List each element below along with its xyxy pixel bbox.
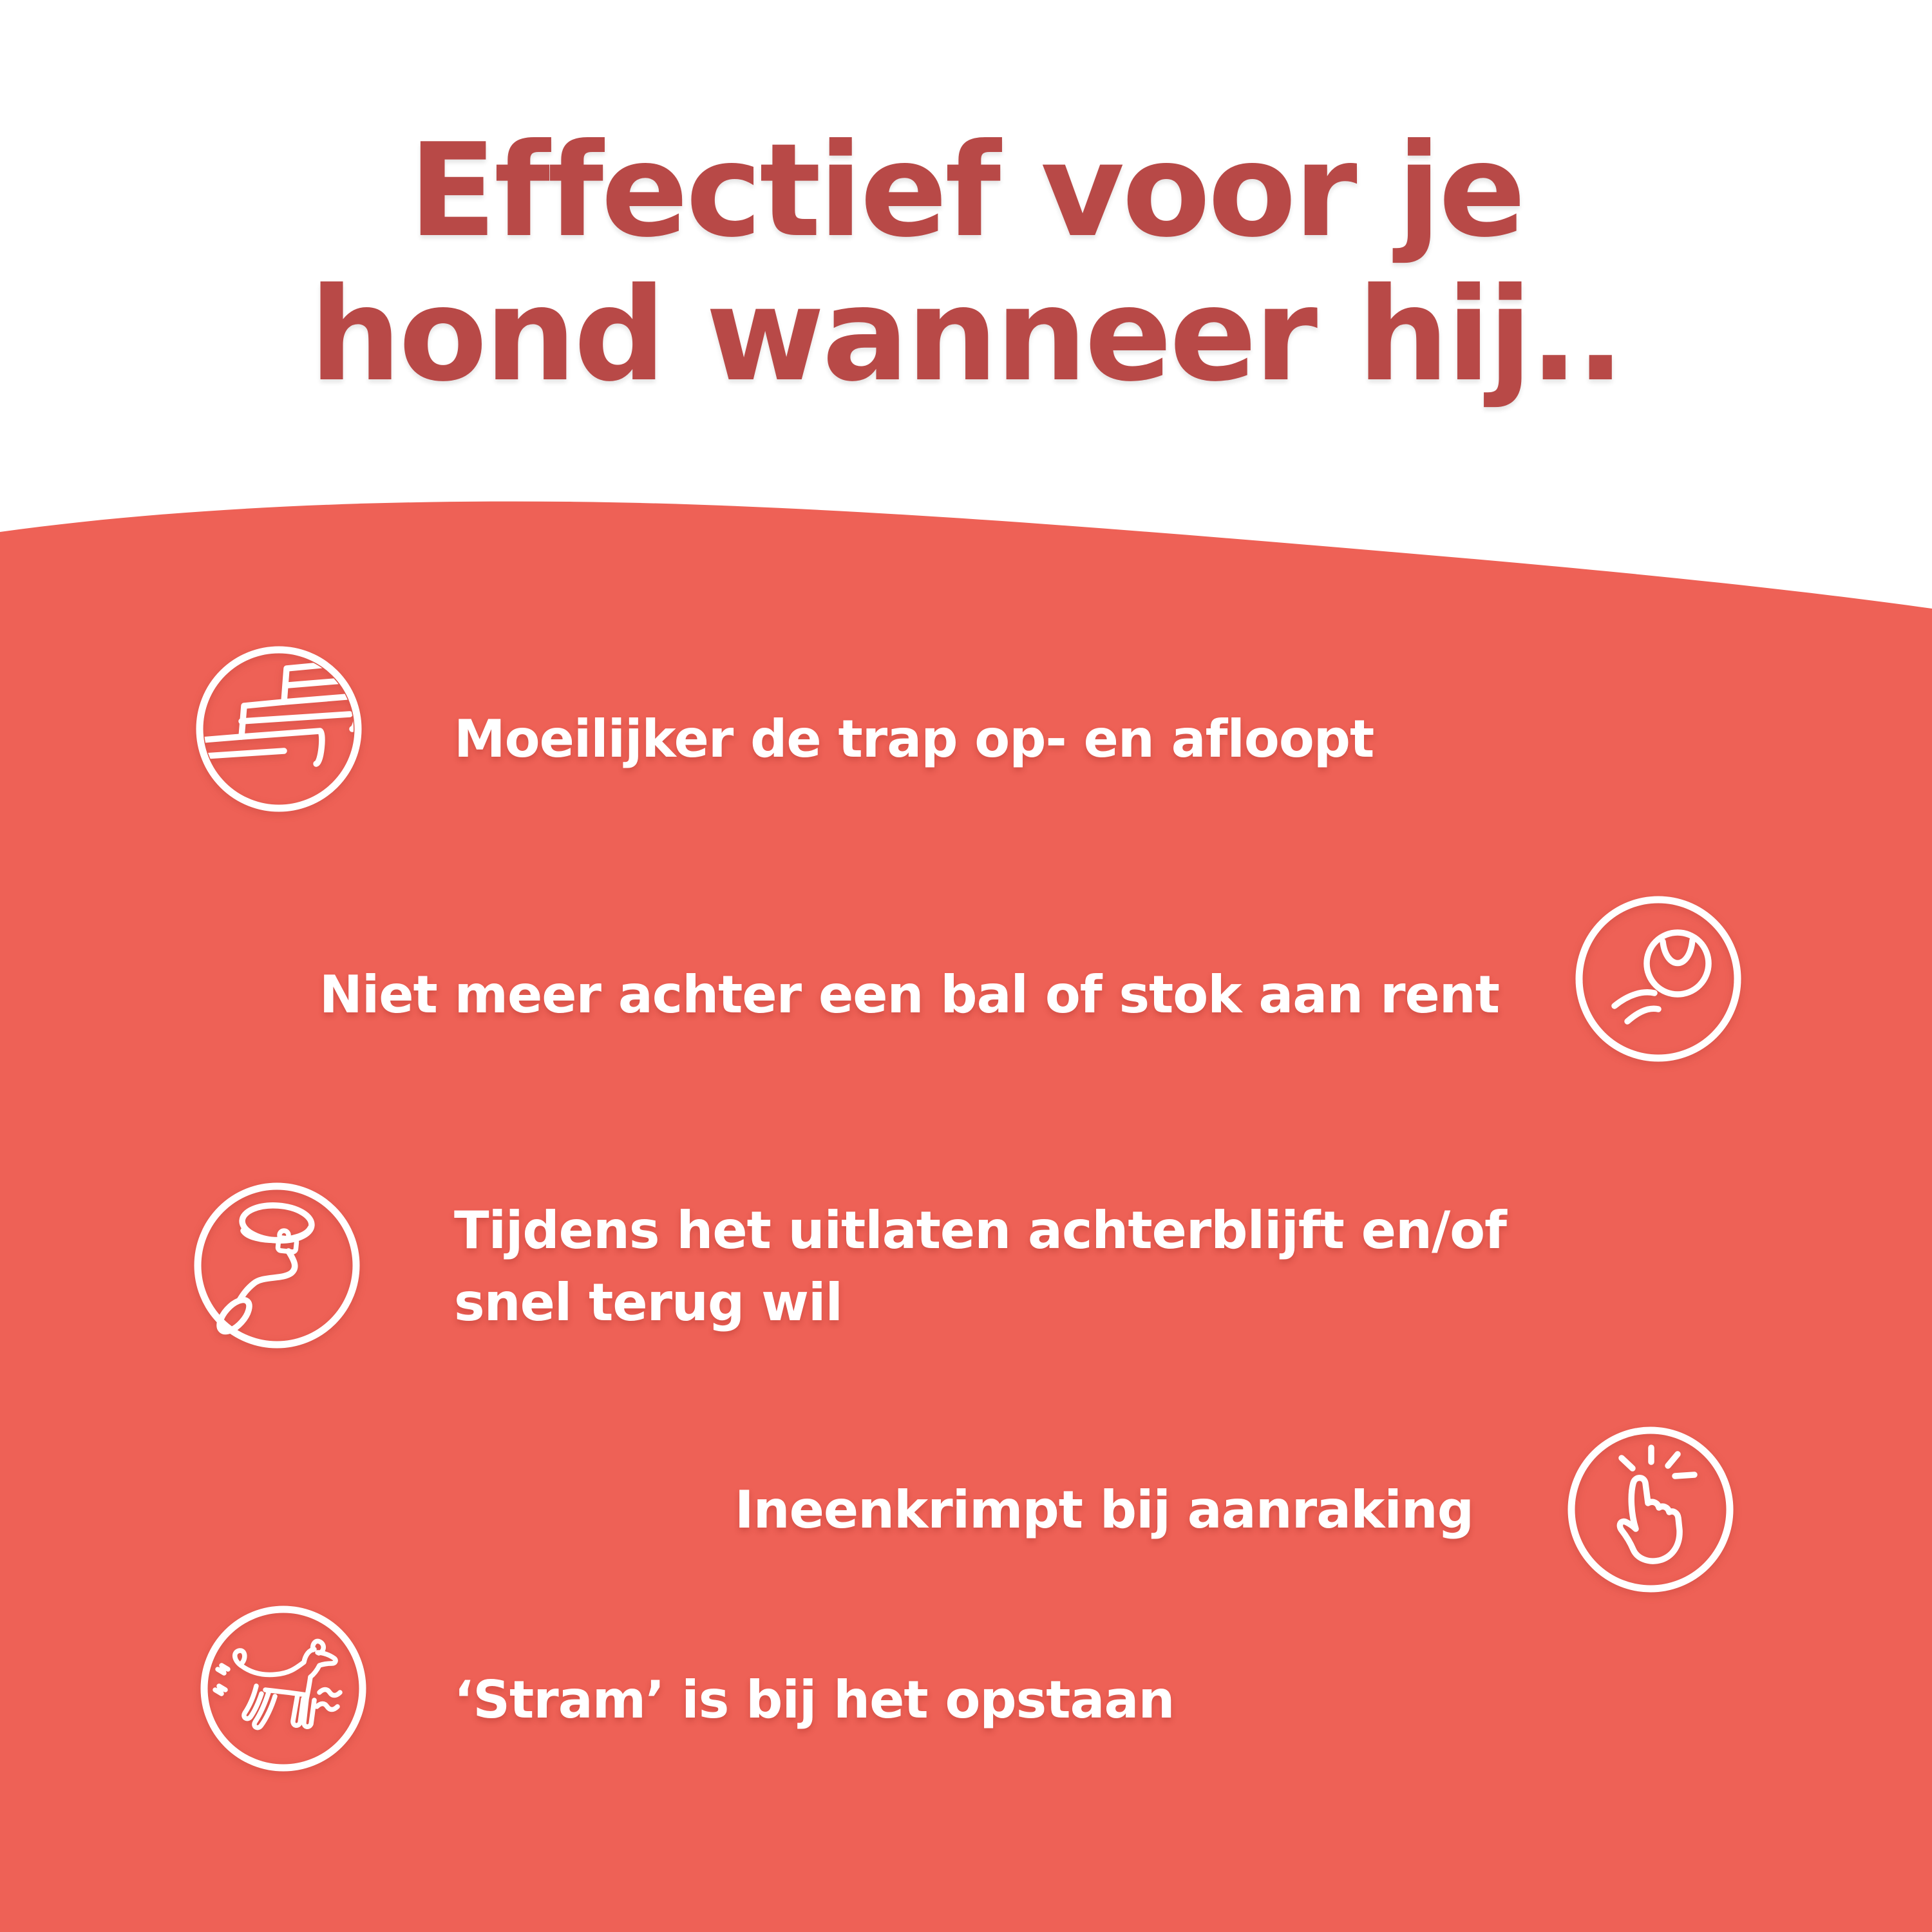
page-title xyxy=(0,116,1932,410)
leash-icon xyxy=(187,1175,367,1356)
list-item-text-stairs: Moeilijker de trap op- en afloopt xyxy=(454,709,1374,769)
icon-ring xyxy=(200,650,358,808)
stairs-icon xyxy=(189,639,369,819)
touch-drawing xyxy=(1620,1448,1694,1561)
list-item-text-touch: Ineenkrimpt bij aanraking xyxy=(734,1480,1473,1540)
leash-drawing xyxy=(214,1203,313,1336)
list-item-text-ball: Niet meer achter een bal of stok aan rent xyxy=(319,965,1499,1025)
page-title-line-1: Effectief voor je xyxy=(408,116,1524,266)
icon-ring xyxy=(1579,900,1738,1058)
touch-icon xyxy=(1560,1419,1741,1600)
tennis-ball-icon xyxy=(1568,889,1748,1069)
list-item-text-dog: ‘Stram’ is bij het opstaan xyxy=(454,1670,1175,1730)
stairs-drawing xyxy=(189,659,369,764)
dog-icon xyxy=(193,1598,374,1779)
page-title-line-2: hond wanneer hij.. xyxy=(309,260,1623,410)
list-item-text-leash xyxy=(454,1195,1506,1339)
list-item-text-leash-line-1: Tijdens het uitlaten achterblijft en/of xyxy=(454,1200,1506,1260)
icon-ring xyxy=(204,1609,363,1768)
ball-drawing xyxy=(1615,933,1709,1021)
dog-drawing xyxy=(215,1641,340,1727)
list-item-text-leash-line-2: snel terug wil xyxy=(454,1273,842,1332)
